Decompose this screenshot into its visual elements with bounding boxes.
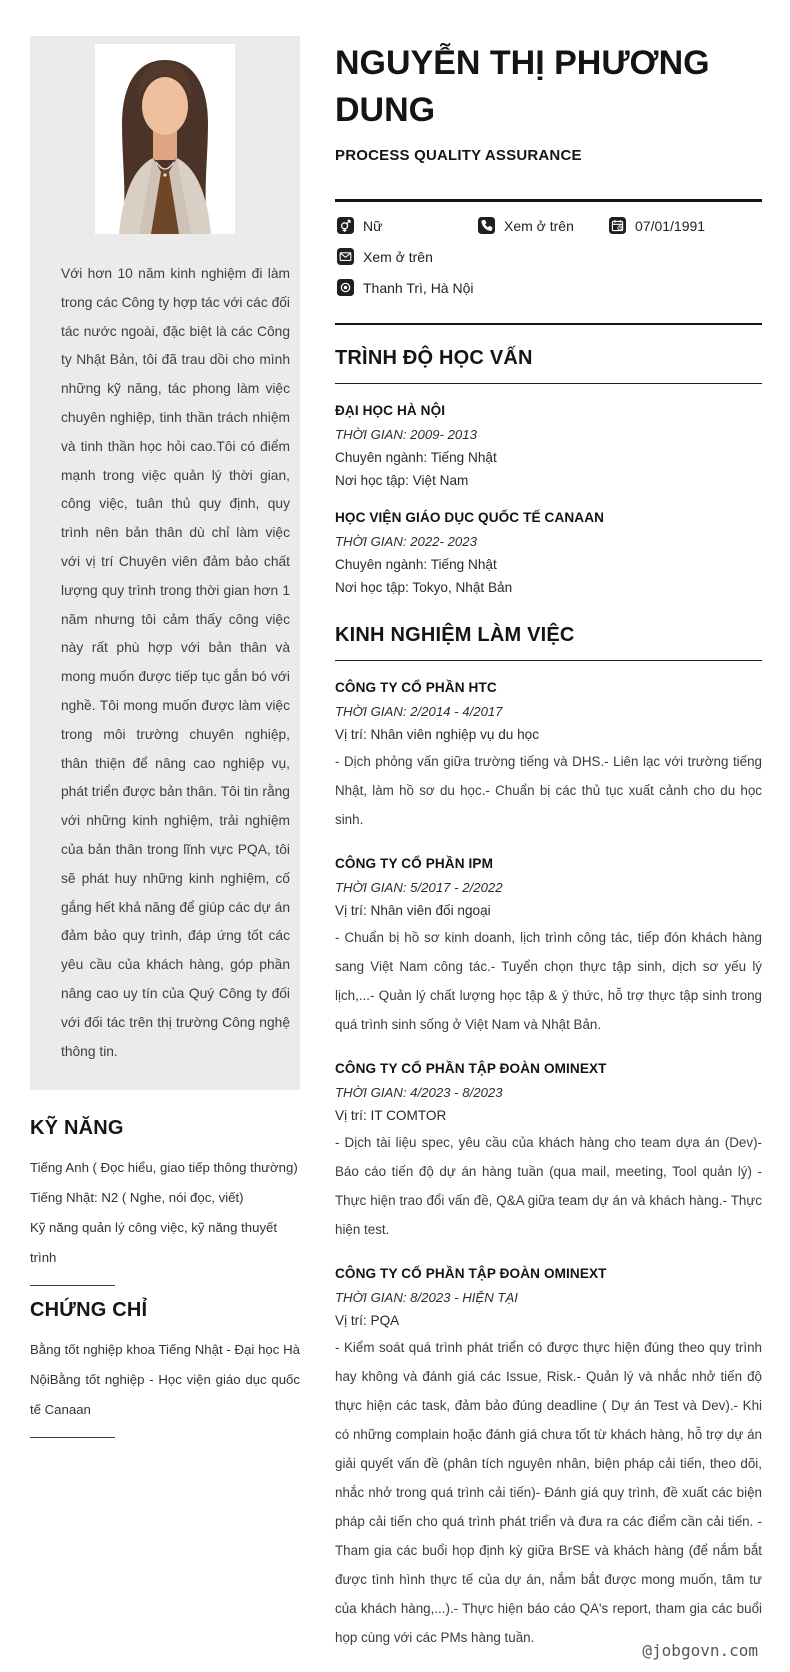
mail-icon xyxy=(337,248,354,265)
contact-gender-value: Nữ xyxy=(363,217,383,234)
gender-icon xyxy=(337,217,354,234)
skills-list xyxy=(30,1153,300,1273)
contact-gender xyxy=(337,217,478,234)
experience-position: Vị trí: Nhân viên nghiệp vụ du học xyxy=(335,727,540,742)
certificates-text: Bằng tốt nghiệp khoa Tiếng Nhật - Đại học Hà NộiBằng tốt nghiệp - Học viện giáo dục quốc tế Canaan xyxy=(30,1342,300,1418)
experience-description: - Chuẩn bị hồ sơ kinh doanh, lịch trình công tác, tiếp đón khách hàng sang Việt Nam công tác.- Tuyển chọn thực tập sinh, dịch sơ yếu lý lịch,...- Quản lý chất lượng học tập & ý thức, hỗ trợ thực tập sinh trong quá trình sinh sống ở Việt Nam và Nhật Bản. xyxy=(335,930,762,1032)
education-place: Nơi học tập: Việt Nam xyxy=(335,473,469,488)
education-major: Chuyên ngành: Tiếng Nhật xyxy=(335,450,497,465)
experience-position: Vị trí: PQA xyxy=(335,1313,400,1328)
education-heading: TRÌNH ĐỘ HỌC VẤN xyxy=(335,347,533,369)
education-heading-rule xyxy=(335,347,762,384)
summary-text: Với hơn 10 năm kinh nghiệm đi làm trong các Công ty hợp tác với các đối tác nước ngoài, đặc biệt là các Công ty Nhật Bản, tôi đã trau dồi cho mình những kỹ năng, tác phong làm việc chuyên nghiệp, tinh thần trách nhiệm và tinh thần học hỏi cao.Tôi có điểm mạnh trong việc quản lý thời gian, công việc, tuân thủ quy định, quy trình nên bản thân dù chỉ làm việc với vị trí Chuyên viên đảm bảo chất lượng quy trình trong thời gian hơn 1 năm nhưng tôi cảm thấy công việc này rất phù hợp với bản thân và mong muốn được tiếp tục gắn bó với nghề. Tôi mong muốn được làm việc trong môi trường chuyên nghiệp, thân thiện để nâng cao nghiệp vụ, phát triển được bản thân. Tôi tin rằng với những kinh nghiệm, trải nghiệm của bản thân trong lĩnh vực PQA, tôi sẽ phát huy những kinh nghiệm, cố gắng hết khả năng để giúp các dự án đảm bảo quy trình, đáp ứng tốt các yêu cầu của khách hàng, góp phần nâng cao uy tín của Quý Công ty đối với đối tác trên thị trường Công nghệ thông tin. xyxy=(61,266,290,1059)
experience-entry xyxy=(335,1266,762,1652)
education-time: THỜI GIAN: 2022- 2023 xyxy=(335,534,477,549)
education-place: Nơi học tập: Tokyo, Nhật Bản xyxy=(335,580,513,595)
skills-heading: KỸ NĂNG xyxy=(30,1117,124,1140)
school-name: ĐẠI HỌC HÀ NỘI xyxy=(335,403,446,418)
profile-photo xyxy=(95,44,235,234)
education-entry xyxy=(335,403,762,488)
company-name: CÔNG TY CỔ PHẦN IPM xyxy=(335,856,493,871)
experience-heading: KINH NGHIỆM LÀM VIỆC xyxy=(335,624,575,646)
skill-item: Tiếng Anh ( Đọc hiểu, giao tiếp thông thường) xyxy=(30,1160,298,1176)
experience-description: - Dịch phỏng vấn giữa trường tiếng và DHS.- Liên lạc với trường tiếng Nhật, làm hồ sơ du học.- Chuẩn bị các thủ tục xuất cảnh cho du học sinh. xyxy=(335,754,762,827)
education-major: Chuyên ngành: Tiếng Nhật xyxy=(335,557,497,572)
watermark: @jobgovn.com xyxy=(642,1641,758,1660)
contact-block xyxy=(335,199,762,325)
experience-time: THỜI GIAN: 8/2023 - HIỆN TẠI xyxy=(335,1290,518,1305)
skill-item: Kỹ năng quản lý công việc, kỹ năng thuyết trình xyxy=(30,1220,278,1266)
contact-phone xyxy=(478,217,609,234)
contact-row xyxy=(337,217,760,234)
portrait-illustration xyxy=(95,44,235,234)
sidebar-divider xyxy=(30,1285,115,1286)
location-pin-icon xyxy=(337,279,354,296)
education-entry xyxy=(335,510,762,595)
school-name: HỌC VIỆN GIÁO DỤC QUỐC TẾ CANAAN xyxy=(335,510,605,525)
company-name: CÔNG TY CỔ PHẦN HTC xyxy=(335,680,497,695)
certificates-heading: CHỨNG CHỈ xyxy=(30,1299,148,1322)
experience-entry xyxy=(335,1061,762,1244)
sidebar xyxy=(30,36,300,1438)
contact-phone-value: Xem ở trên xyxy=(504,217,574,234)
experience-position: Vị trí: Nhân viên đối ngoại xyxy=(335,903,491,918)
company-name: CÔNG TY CỔ PHẦN TẬP ĐOÀN OMINEXT xyxy=(335,1266,607,1281)
contact-address xyxy=(337,279,474,296)
experience-description: - Dịch tài liệu spec, yêu cầu của khách hàng cho team dựa án (Dev)- Báo cáo tiến độ dự án hàng tuần (qua mail, meeting, Tool quản lý) - Thực hiện trao đổi vấn đề, Q&A giữa team dự án và khách hàng.- Thực hiện test. xyxy=(335,1135,762,1237)
experience-entry xyxy=(335,856,762,1039)
contact-birthday-value: 07/01/1991 xyxy=(635,217,706,234)
company-name: CÔNG TY CỔ PHẦN TẬP ĐOÀN OMINEXT xyxy=(335,1061,607,1076)
experience-description: - Kiểm soát quá trình phát triển có được thực hiện đúng theo quy trình hay không và đánh giá các Issue, Risk.- Quản lý và nhắc nhở tiến độ thực hiện các task, đảm bảo đúng deadline ( Dự án Test và Dev).- Khi có những complain hoặc đánh giá chưa tốt từ khách hàng, hỗ trợ dự án giải quyết vấn đề (phân tích nguyên nhân, biện pháp cải tiến, theo dõi, nhắc nhở trong quá trình cải tiến)- Đánh giá quy trình, đề xuất các biện pháp cải tiến cho quá trình phát triển và đưa ra các điểm cần cải tiến. - Tham gia các buổi họp định kỳ giữa BrSE và khách hàng (để nắm bắt được tình hình thực tế của dự án, nắm bắt được mong muốn, tâm tư của khách hàng,...).- Thực hiện báo cáo QA's report, tham gia các buổi họp cùng với các PMs hàng tuần. xyxy=(335,1340,762,1645)
profile-panel xyxy=(30,36,300,1090)
main-column xyxy=(335,40,762,1652)
contact-birthday xyxy=(609,217,705,234)
experience-time: THỜI GIAN: 4/2023 - 8/2023 xyxy=(335,1085,503,1100)
experience-time: THỜI GIAN: 2/2014 - 4/2017 xyxy=(335,704,503,719)
education-time: THỜI GIAN: 2009- 2013 xyxy=(335,427,477,442)
calendar-icon xyxy=(609,217,626,234)
contact-row xyxy=(337,248,760,265)
experience-entry xyxy=(335,680,762,834)
contact-email-value: Xem ở trên xyxy=(363,248,433,265)
candidate-name: NGUYỄN THỊ PHƯƠNG DUNG xyxy=(335,44,710,129)
sidebar-divider xyxy=(30,1437,115,1438)
contact-row xyxy=(337,279,760,296)
contact-email xyxy=(337,248,433,265)
skill-item: Tiếng Nhật: N2 ( Nghe, nói đọc, viết) xyxy=(30,1190,244,1206)
experience-heading-rule xyxy=(335,624,762,661)
contact-address-value: Thanh Trì, Hà Nội xyxy=(363,279,474,296)
job-title: PROCESS QUALITY ASSURANCE xyxy=(335,147,582,164)
phone-icon xyxy=(478,217,495,234)
experience-time: THỜI GIAN: 5/2017 - 2/2022 xyxy=(335,880,503,895)
experience-section xyxy=(335,624,762,1652)
experience-position: Vị trí: IT COMTOR xyxy=(335,1108,447,1123)
education-section xyxy=(335,347,762,595)
